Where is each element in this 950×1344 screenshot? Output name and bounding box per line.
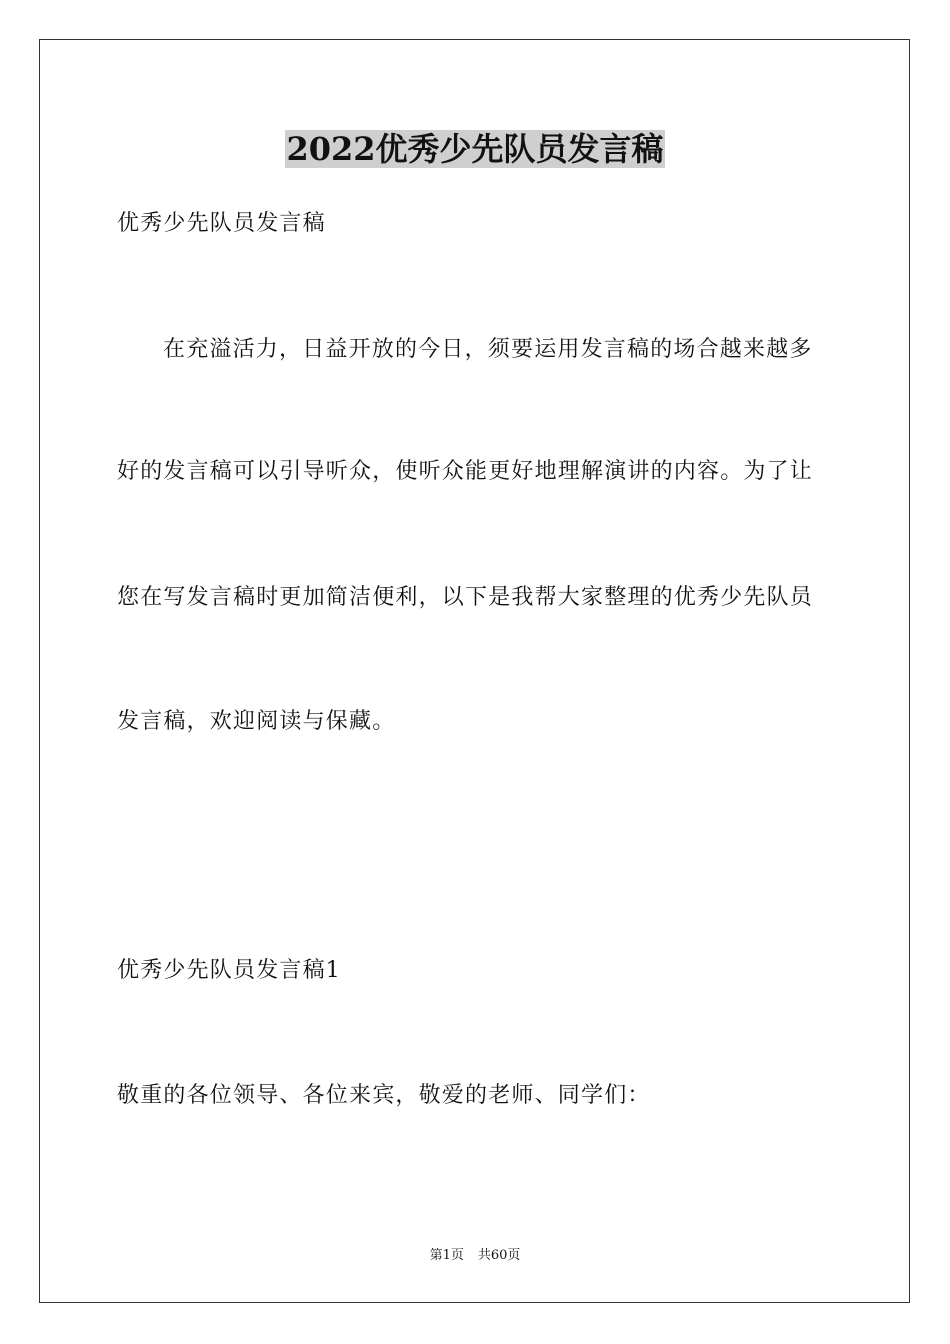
section-heading: 优秀少先队员发言稿1 — [117, 958, 341, 983]
document-subtitle: 优秀少先队员发言稿 — [117, 211, 326, 236]
page-number-current: 第1页 — [429, 1248, 464, 1263]
paragraph-line-2: 好的发言稿可以引导听众，使听众能更好地理解演讲的内容。为了让 — [117, 459, 814, 484]
document-title — [0, 127, 950, 171]
page-footer — [0, 1247, 950, 1265]
paragraph-line-1: 在充溢活力，日益开放的今日，须要运用发言稿的场合越来越多 — [163, 337, 813, 362]
paragraph-line-3: 您在写发言稿时更加简洁便利，以下是我帮大家整理的优秀少先队员 — [117, 585, 814, 610]
document-title-text: 2022优秀少先队员发言稿 — [286, 130, 664, 168]
greeting-line: 敬重的各位领导、各位来宾，敬爱的老师、同学们： — [117, 1083, 651, 1108]
paragraph-line-4: 发言稿，欢迎阅读与保藏。 — [117, 709, 396, 734]
page-number-total: 共60页 — [477, 1248, 521, 1263]
